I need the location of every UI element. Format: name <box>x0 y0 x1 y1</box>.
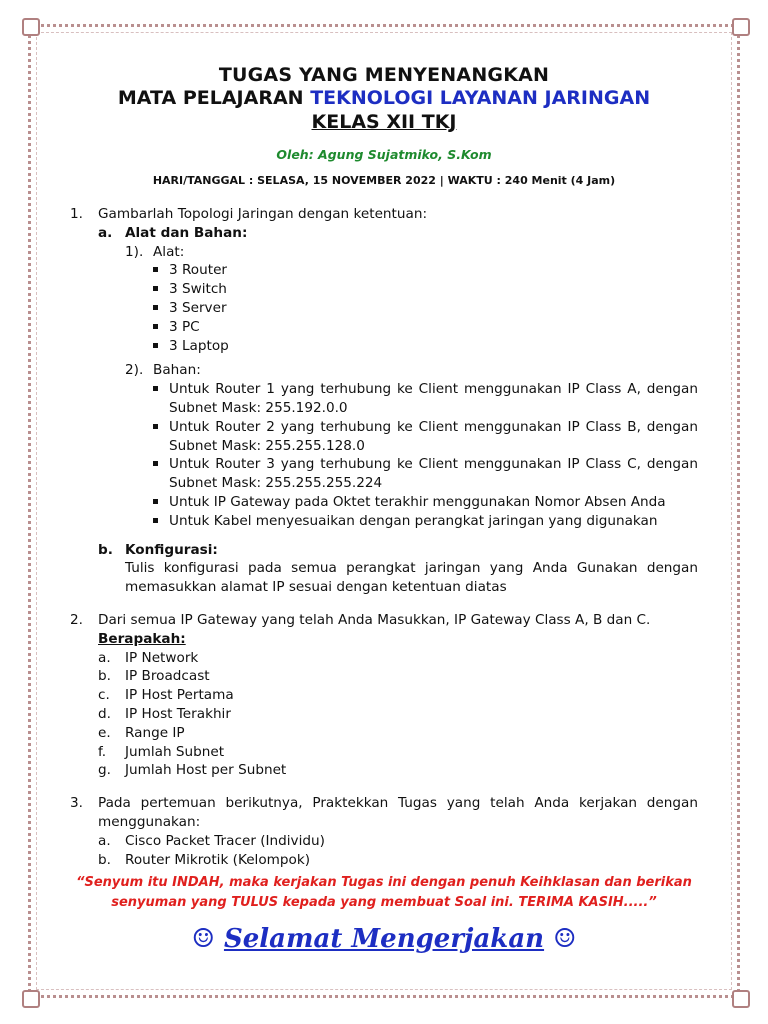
title-line-1: TUGAS YANG MENYENANGKAN <box>218 64 550 86</box>
section-label: a. <box>98 224 113 241</box>
bullet-icon <box>153 499 158 504</box>
question-number: 1. <box>70 206 83 222</box>
sub-label: 2). <box>125 362 144 379</box>
bullet-icon <box>153 424 158 429</box>
bullet-icon <box>153 518 158 523</box>
section-title: Alat dan Bahan: <box>125 224 248 241</box>
question-1 <box>70 205 698 224</box>
section-label: b. <box>98 541 113 558</box>
author: Oleh: Agung Sujatmiko, S.Kom <box>276 147 492 162</box>
alat-heading <box>125 243 698 262</box>
list-item: f. Jumlah Subnet <box>98 743 225 760</box>
list-item: 3 Server <box>153 299 698 318</box>
paragraph: Tulis konfigurasi pada semua perangkat jaringan yang Anda Gunakan dengan memasukkan alamat IP sesuai dengan ketentuan diatas <box>125 560 698 596</box>
question-3 <box>70 794 698 832</box>
corner-ornament <box>732 990 750 1008</box>
list-item: 3 PC <box>153 318 698 337</box>
title-subject: TEKNOLOGI LAYANAN JARINGAN <box>310 87 651 109</box>
footer-greeting <box>0 924 768 954</box>
corner-ornament <box>732 18 750 36</box>
section-b <box>98 541 698 560</box>
section-title: Konfigurasi: <box>125 541 218 558</box>
title-line-2 <box>0 87 768 109</box>
sub-title: Bahan: <box>153 362 201 379</box>
title-line-3: KELAS XII TKJ <box>311 111 457 133</box>
list-item: Untuk Router 3 yang terhubung ke Client menggunakan IP Class C, dengan Subnet Mask: 255.255.255.224 <box>153 455 698 493</box>
list-item: 3 Router <box>153 261 698 280</box>
closing-line-1: “Senyum itu INDAH, maka kerjakan Tugas ini dengan penuh Keihklasan dan berikan <box>76 875 692 890</box>
question-text: Pada pertemuan berikutnya, Praktekkan Tugas yang telah Anda kerjakan dengan menggunakan: <box>98 795 698 830</box>
bullet-icon <box>153 461 158 466</box>
section-a <box>98 224 698 243</box>
list-item: 3 Switch <box>153 280 698 299</box>
list-item: e. Range IP <box>98 724 185 741</box>
question-number: 3. <box>70 795 83 812</box>
corner-ornament <box>22 18 40 36</box>
list-item: Untuk Kabel menyesuaikan dengan perangkat jaringan yang digunakan <box>153 512 698 531</box>
corner-ornament <box>22 990 40 1008</box>
list-item: b. Router Mikrotik (Kelompok) <box>98 851 311 868</box>
question-2 <box>70 611 698 630</box>
question-2-subtitle <box>70 630 698 649</box>
bullet-icon <box>153 386 158 391</box>
smiley-icon: ☺ <box>553 924 577 954</box>
bullet-icon <box>153 343 158 348</box>
list-item: 3 Laptop <box>153 337 698 356</box>
section-b-text <box>98 559 698 597</box>
date-time-line: HARI/TANGGAL : SELASA, 15 NOVEMBER 2022 | WAKTU : 240 Menit (4 Jam) <box>152 174 616 187</box>
list-item: d. IP Host Terakhir <box>98 705 231 722</box>
sub-label: 1). <box>125 243 144 260</box>
list-item: Untuk Router 1 yang terhubung ke Client menggunakan IP Class A, dengan Subnet Mask: 255.192.0.0 <box>153 380 698 418</box>
closing-message <box>0 873 768 913</box>
list-item: Untuk IP Gateway pada Oktet terakhir menggunakan Nomor Absen Anda <box>153 493 698 512</box>
sub-title: Berapakah: <box>98 630 186 647</box>
bullet-icon <box>153 267 158 272</box>
smiley-icon: ☺ <box>191 924 215 954</box>
list-item: a. IP Network <box>98 649 199 666</box>
list-item: a. Cisco Packet Tracer (Individu) <box>98 832 325 849</box>
sub-title: Alat: <box>153 243 185 260</box>
question-number: 2. <box>70 611 83 628</box>
list-item: c. IP Host Pertama <box>98 687 234 704</box>
list-item: b. IP Broadcast <box>98 668 210 685</box>
task-content <box>70 205 698 869</box>
bullet-icon <box>153 286 158 291</box>
bullet-icon <box>153 305 158 310</box>
bahan-heading <box>125 361 698 380</box>
list-item: Untuk Router 2 yang terhubung ke Client menggunakan IP Class B, dengan Subnet Mask: 255.255.128.0 <box>153 418 698 456</box>
question-text: Gambarlah Topologi Jaringan dengan ketentuan: <box>98 206 428 222</box>
list-item: g. Jumlah Host per Subnet <box>98 762 287 779</box>
question-text: Dari semua IP Gateway yang telah Anda Masukkan, IP Gateway Class A, B dan C. <box>98 611 651 628</box>
closing-line-2: senyuman yang TULUS kepada yang membuat Soal ini. TERIMA KASIH.....” <box>111 895 657 910</box>
title-prefix: MATA PELAJARAN <box>117 87 311 109</box>
footer-text: Selamat Mengerjakan <box>223 924 545 954</box>
bullet-icon <box>153 324 158 329</box>
